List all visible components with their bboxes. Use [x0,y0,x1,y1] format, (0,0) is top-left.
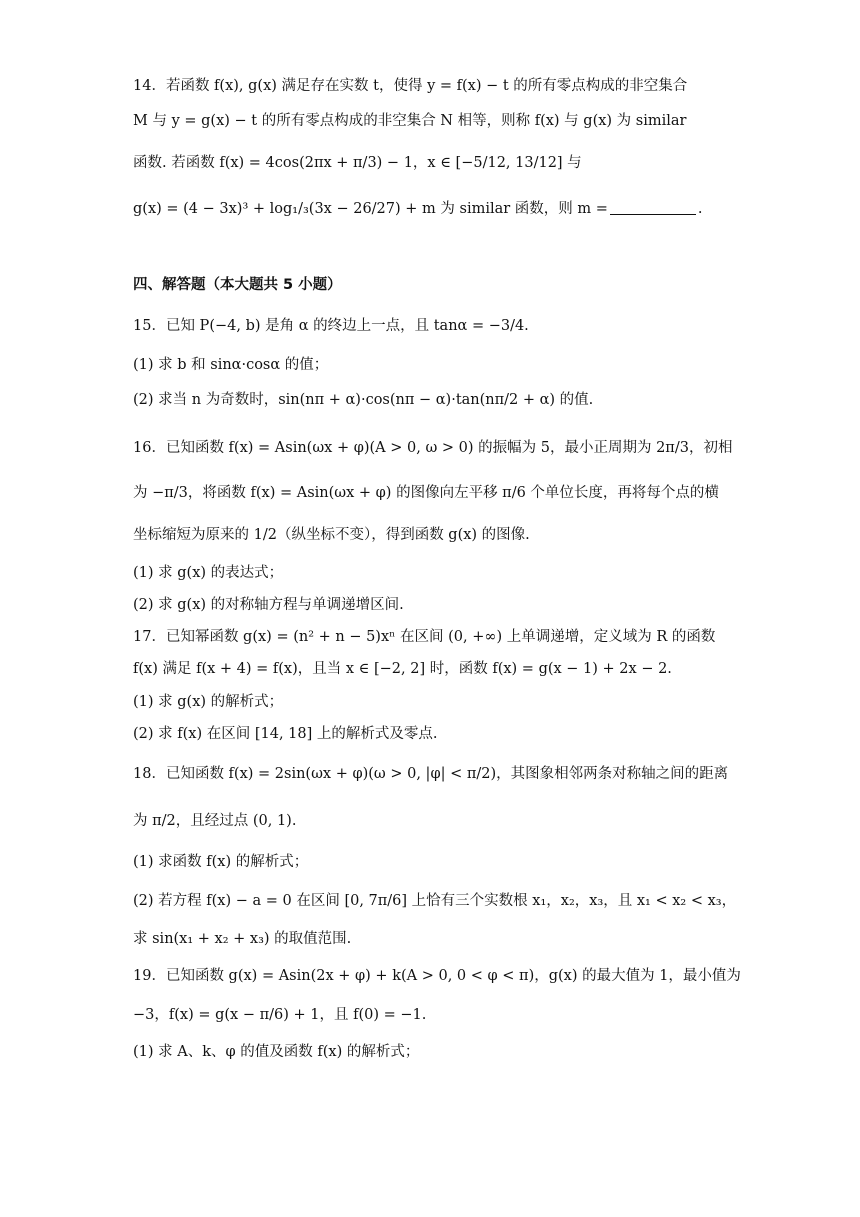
q14-line-4-text: g(x) = (4 − 3x)³ + log₁/₃(3x − 26/27) + m 为 similar 函数，则 m = [133,201,608,217]
q18-line-5: 求 sin(x₁ + x₂ + x₃) 的取值范围. [133,931,352,947]
q16-line-2: 为 −π/3，将函数 f(x) = Asin(ωx + φ) 的图像向左平移 π/6 个单位长度，再将每个点的横 [133,485,719,501]
q15-line-1: 15．已知 P(−4, b) 是角 α 的终边上一点，且 tanα = −3/4. [133,318,529,334]
q18-line-4: (2) 若方程 f(x) − a = 0 在区间 [0, 7π/6] 上恰有三个实数根 x₁，x₂，x₃，且 x₁ < x₂ < x₃， [133,893,737,909]
answer-blank[interactable] [610,200,696,215]
q14-line-2: M 与 y = g(x) − t 的所有零点构成的非空集合 N 相等，则称 f(x) 与 g(x) 为 similar [133,113,687,129]
q14-line-4 [133,199,703,219]
q18-line-3: (1) 求函数 f(x) 的解析式； [133,854,309,870]
q17-line-4: (2) 求 f(x) 在区间 [14, 18] 上的解析式及零点. [133,726,438,742]
q18-line-1: 18．已知函数 f(x) = 2sin(ωx + φ)(ω > 0, |φ| < π/2)，其图象相邻两条对称轴之间的距离 [133,766,729,782]
q16-line-5: (2) 求 g(x) 的对称轴方程与单调递增区间. [133,597,404,613]
q17-line-2: f(x) 满足 f(x + 4) = f(x)，且当 x ∈ [−2, 2] 时，函数 f(x) = g(x − 1) + 2x − 2. [133,661,672,677]
q14-line-3: 函数. 若函数 f(x) = 4cos(2πx + π/3) − 1，x ∈ [−5/12, 13/12] 与 [133,155,582,171]
section-heading: 四、解答题（本大题共 5 小题） [133,277,342,293]
q18-line-2: 为 π/2，且经过点 (0, 1). [133,813,297,829]
q14-line-1: 14．若函数 f(x), g(x) 满足存在实数 t，使得 y = f(x) − t 的所有零点构成的非空集合 [133,78,688,94]
q19-line-1: 19．已知函数 g(x) = Asin(2x + φ) + k(A > 0, 0 < φ < π)，g(x) 的最大值为 1，最小值为 [133,968,741,984]
q15-line-3: (2) 求当 n 为奇数时，sin(nπ + α)·cos(nπ − α)·tan(nπ/2 + α) 的值. [133,392,594,408]
q19-line-2: −3，f(x) = g(x − π/6) + 1，且 f(0) = −1. [133,1007,427,1023]
q17-line-1: 17．已知幂函数 g(x) = (n² + n − 5)xⁿ 在区间 (0, +∞) 上单调递增，定义域为 R 的函数 [133,629,716,645]
q16-line-4: (1) 求 g(x) 的表达式； [133,565,284,581]
q16-line-3: 坐标缩短为原来的 1/2（纵坐标不变），得到函数 g(x) 的图像. [133,527,530,543]
q15-line-2: (1) 求 b 和 sinα·cosα 的值； [133,357,329,373]
q16-line-1: 16．已知函数 f(x) = Asin(ωx + φ)(A > 0, ω > 0) 的振幅为 5，最小正周期为 2π/3，初相 [133,440,733,456]
q19-line-3: (1) 求 A、k、φ 的值及函数 f(x) 的解析式； [133,1044,420,1060]
q14-line-4-end: . [697,201,703,217]
q17-line-3: (1) 求 g(x) 的解析式； [133,694,284,710]
